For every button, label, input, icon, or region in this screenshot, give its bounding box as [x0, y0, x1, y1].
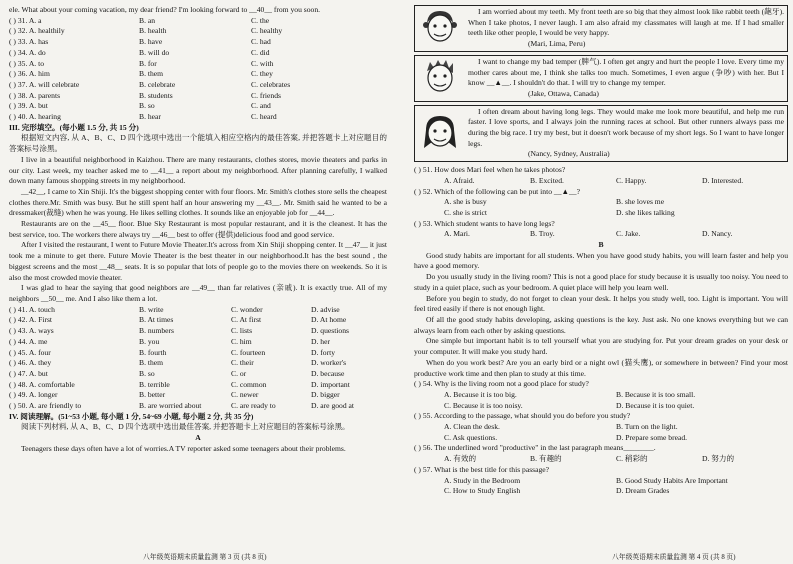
question-choice-a: ( ) 45. A. four [9, 347, 51, 357]
worry-box [414, 55, 788, 102]
choice: D. 努力的 [702, 454, 735, 464]
option-row [9, 48, 387, 59]
worry-paragraph: I want to change my bad temper (脾气). I often get angry and hurt the people I love. Every time my mother cares about me, I think she talks too much. Sometimes, I even argue (争吵) with her. But I know __▲__. I shouldn't do that. I will try to change my temper. [468, 56, 784, 88]
question-choice-a: ( ) 48. A. comfortable [9, 379, 75, 389]
question-choice-a: ( ) 50. A. are friendly to [9, 401, 82, 411]
option-row [9, 101, 387, 112]
choice-c: C. or [231, 368, 247, 378]
choice-b: B. fourth [139, 347, 167, 357]
option-row [9, 358, 387, 369]
choice-row [414, 229, 788, 240]
choice-d: D. worker's [311, 358, 347, 368]
choice-d: D. questions [311, 326, 349, 336]
choice-row [414, 422, 788, 433]
passage-a-intro: Teenagers these days often have a lot of worries.A TV reporter asked some teenagers about their problems. [21, 443, 346, 453]
question-choice-a: ( ) 37. A. will celebrate [9, 79, 80, 89]
cloze-paragraph-2: __42__, I came to Xin Shiji. It's the biggest shopping center with four floors. Mr. Smith's clothes store sells the cheapest clothes there.Mr. Smith was busy. But he still spent half an hour answering my __43__. Mr. Smith said he wanted to be a dressmaker(裁缝) when he was young. He likes selling clothes. It sounds like an enjoyable job for __44__. [9, 186, 387, 218]
long-hair-girl-face-icon [415, 106, 465, 162]
worry-signature: (Nancy, Sydney, Australia) [528, 149, 610, 159]
choice-c: C. friends [251, 90, 281, 100]
choice: C. Happy. [616, 175, 647, 185]
question-choice-a: ( ) 31. A. a [9, 15, 42, 25]
choice-row [414, 433, 788, 444]
question-stem: ( ) 57. What is the best title for this passage? [414, 464, 550, 474]
option-row [9, 326, 387, 337]
choice: B. 有趣的 [530, 454, 562, 464]
passage-b-paragraph: When do you work best? Are you an early bird or a night owl (猫头鹰), or somewhere in between? Find your most productive work time and then plan to study at this time. [414, 357, 788, 378]
choice-b: B. so [139, 368, 155, 378]
choice-d: D. advise [311, 304, 340, 314]
choice-b: B. an [139, 15, 156, 25]
question-stem: ( ) 53. Which student wants to have long legs? [414, 218, 555, 228]
choice: B. Turn on the light. [616, 422, 678, 432]
question-stem: ( ) 54. Why is the living room not a good place for study? [414, 379, 589, 389]
choice: A. Afraid. [444, 175, 475, 185]
choice-b: B. them [139, 69, 164, 79]
option-row [9, 69, 387, 80]
option-row [9, 390, 387, 401]
choice: A. Because it is too big. [444, 389, 517, 399]
worry-text [465, 106, 787, 162]
choice-row [414, 176, 788, 187]
section-3-heading: III. 完形填空。(每小题 1.5 分, 共 15 分) [9, 122, 139, 132]
choice-b: B. celebrate [139, 79, 176, 89]
choice-b: B. so [139, 101, 155, 111]
worry-text [465, 56, 787, 101]
cloze-paragraph-5: I was glad to hear the saying that good neighbors are __49__ than far relatives (亲戚). It is exactly true. All of my neighbors __50__ me. And I also like them a lot. [9, 283, 387, 303]
questions-51-53 [414, 165, 788, 240]
choice-c: C. fourteen [231, 347, 266, 357]
passage-b-label: B [598, 240, 604, 250]
choice-c: C. are ready to [231, 401, 276, 411]
choice-c: C. At first [231, 315, 262, 325]
choice-d: D. forty [311, 347, 336, 357]
option-row [9, 112, 387, 123]
cloze-options-31-40 [9, 16, 387, 123]
question-choice-a: ( ) 44. A. me [9, 336, 48, 346]
choice: D. Interested. [702, 175, 744, 185]
choice-c: C. healthy [251, 26, 283, 36]
choice: B. Good Study Habits Are Important [616, 475, 728, 485]
left-column [9, 5, 387, 455]
choice: D. Nancy. [702, 229, 733, 239]
choice: C. she is strict [444, 207, 488, 217]
passage-a-label: A [195, 433, 201, 443]
choice: B. she loves me [616, 197, 665, 207]
choice-d: D. her [311, 336, 330, 346]
worry-signature: (Mari, Lima, Peru) [528, 39, 586, 49]
passage-b-paragraph: Before you begin to study, do not forget to clean your desk. It helps you study well, too. Light is important. You will feel tired easily if there is not enough light. [414, 293, 788, 314]
choice: C. How to Study English [444, 486, 521, 496]
choice-row [414, 208, 788, 219]
passage-b-paragraph: Of all the good study habits developing, asking questions is the key. Just ask. No one knows everything but we can always learn from each other by asking questions. [414, 314, 788, 335]
choice: B. Excited. [530, 175, 564, 185]
choice-c: C. heard [251, 112, 277, 122]
question-stem: ( ) 51. How does Mari feel when he takes photos? [414, 165, 566, 175]
choice-c: C. celebrates [251, 79, 291, 89]
choice-b: B. numbers [139, 326, 175, 336]
question-choice-a: ( ) 47. A. but [9, 368, 48, 378]
passage-ending: ele. What about your coming vacation, my dear friend? I'm looking forward to __40__ from you soon. [9, 5, 321, 14]
choice-c: C. him [231, 336, 252, 346]
choice-d: D. are good at [311, 401, 355, 411]
choice: C. 稍彩的 [616, 454, 648, 464]
choice: B. Troy. [530, 229, 555, 239]
cloze-options-41-50 [9, 305, 387, 412]
girl-face-icon [415, 6, 465, 51]
boy-face-icon [415, 56, 465, 101]
choice-row [414, 197, 788, 208]
option-row [9, 348, 387, 359]
choice: B. Because it is too small. [616, 389, 696, 399]
choice-b: B. you [139, 336, 160, 346]
choice-c: C. and [251, 101, 271, 111]
worry-box [414, 5, 788, 52]
choice: C. Jake. [616, 229, 641, 239]
question-choice-a: ( ) 34. A. do [9, 47, 46, 57]
choice: C. Ask questions. [444, 432, 498, 442]
choice: A. Clean the desk. [444, 422, 500, 432]
choice-d: D. important [311, 379, 350, 389]
choice-row [414, 454, 788, 465]
question-choice-a: ( ) 42. A. First [9, 315, 53, 325]
worry-box [414, 105, 788, 163]
choice-d: D. bigger [311, 390, 340, 400]
choice-c: C. they [251, 69, 273, 79]
question-choice-a: ( ) 41. A. touch [9, 304, 55, 314]
cloze-paragraph-3: Restaurants are on the __45__ floor. Blue Sky Restaurant is most popular restaurant, and it is the cleanest. It has the best service, too. The workers there always try __46__ best to offer (提供)delicious food and good service. [9, 219, 387, 239]
question-choice-a: ( ) 33. A. has [9, 37, 49, 47]
choice-b: B. At times [139, 315, 174, 325]
choice-b: B. are worried about [139, 401, 202, 411]
choice: D. she likes talking [616, 207, 675, 217]
choice-c: C. with [251, 58, 274, 68]
option-row [9, 37, 387, 48]
choice-row [414, 486, 788, 497]
passage-b [414, 251, 788, 379]
question-stem: ( ) 56. The underlined word "productive" in the last paragraph means________. [414, 443, 656, 453]
choice-row [414, 390, 788, 401]
option-row [9, 401, 387, 412]
choice-c: C. newer [231, 390, 259, 400]
choice-b: B. terrible [139, 379, 170, 389]
option-row [9, 26, 387, 37]
question-choice-a: ( ) 49. A. longer [9, 390, 58, 400]
question-choice-a: ( ) 38. A. parents [9, 90, 61, 100]
question-choice-a: ( ) 46. A. they [9, 358, 52, 368]
page-footer-left: 八年级英语期末质量监测 第 3 页 (共 8 页) [143, 554, 267, 561]
choice: A. Study in the Bedroom [444, 475, 521, 485]
option-row [9, 337, 387, 348]
choice-b: B. health [139, 26, 167, 36]
passage-b-paragraph: Good study habits are important for all students. When you have good study habits, you will learn faster and help you have a good memory. [414, 250, 788, 271]
section-4-instruction: 阅读下列材料, 从 A、B、C、D 四个选项中选出最佳答案, 并把答题卡上对应题目的答案标号涂黑。 [21, 422, 350, 432]
question-choice-a: ( ) 39. A. but [9, 101, 48, 111]
choice: D. Prepare some bread. [616, 432, 688, 442]
page-footer-right: 八年级英语期末质量监测 第 4 页 (共 8 页) [612, 554, 736, 561]
choice: A. Mari. [444, 229, 470, 239]
question-choice-a: ( ) 40. A. hearing [9, 112, 61, 122]
option-row [9, 80, 387, 91]
choice-b: B. them [139, 358, 164, 368]
choice-b: B. hear [139, 112, 161, 122]
right-column [414, 5, 788, 497]
passage-b-paragraph: One simple but important habit is to tell yourself what you are studying for. Put your dream grades on your desk or your computer. It will make you study hard. [414, 336, 788, 357]
cloze-paragraph-4: After I visited the restaurant, I went to Future Movie Theater.It's across from Xin Shiji shopping center. It __47__ it just took me a minute to get there. Future Movie Theater is the best theater in our neighborhood.It has the best sound , the biggest screens and the most __48__ seats. It is so popular that lots of people go to the movies there on weekends. So it is also the most crowded movie theater. [9, 240, 387, 282]
choice-c: C. had [251, 37, 271, 47]
choice-d: D. because [311, 368, 345, 378]
choice: D. Because it is too quiet. [616, 400, 695, 410]
questions-54-57 [414, 379, 788, 497]
choice: C. Because it is too noisy. [444, 400, 523, 410]
choice-c: C. the [251, 15, 270, 25]
question-choice-a: ( ) 36. A. him [9, 69, 50, 79]
choice-row [414, 476, 788, 487]
option-row [9, 369, 387, 380]
choice-c: C. wonder [231, 304, 263, 314]
choice-c: C. their [231, 358, 254, 368]
question-stem: ( ) 55. According to the passage, what should you do before you study? [414, 411, 631, 421]
option-row [9, 305, 387, 316]
question-choice-a: ( ) 32. A. healthily [9, 26, 65, 36]
choice-b: B. for [139, 58, 157, 68]
choice-c: C. common [231, 379, 267, 389]
worry-paragraph: I am worried about my teeth. My front teeth are so big that they almost look like rabbit teeth (龅牙). When I take photos, I never laugh. I am also afraid my classmates will laugh at me. If I had smaller teeth like other people, I would be very happy. [468, 7, 784, 38]
choice: D. Dream Grades [616, 486, 670, 496]
option-row [9, 91, 387, 102]
choice-b: B. have [139, 37, 163, 47]
question-stem: ( ) 52. Which of the following can be put into __▲__? [414, 186, 580, 196]
option-row [9, 380, 387, 391]
passage-b-paragraph: Do you usually study in the living room? This is not a good place for study because it is usually too noisy. You need to study in a quiet place, such as your bedroom. A quiet place will help you learn well. [414, 272, 788, 292]
question-choice-a: ( ) 35. A. to [9, 58, 45, 68]
worry-signature: (Jake, Ottawa, Canada) [528, 88, 599, 98]
option-row [9, 16, 387, 27]
worry-paragraph: I often dream about having long legs. They would make me look more beautiful, and help me run faster. I love sports, and I always join the running races at school. But other runners always pass me during the big race. I try my best, but it doesn't work because of my short legs. So I want to have longer legs. [468, 106, 784, 148]
choice-b: B. write [139, 304, 164, 314]
choice-b: B. better [139, 390, 166, 400]
choice: A. 有效的 [444, 454, 477, 464]
choice: A. she is busy [444, 197, 487, 207]
choice-c: C. did [251, 47, 270, 57]
choice-b: B. will do [139, 47, 170, 57]
cloze-paragraph-1: I live in a beautiful neighborhood in Kaizhou. There are many restaurants, clothes stores, movie theaters and parks in our city. Last week, my teacher asked me to __41__ a report about my neighborhood. After planning carefully, I walked down many famous shopping streets in my neighborhood. [9, 154, 387, 186]
choice-b: B. students [139, 90, 173, 100]
teen-worries-boxes [414, 5, 788, 162]
option-row [9, 59, 387, 70]
section-3-instruction: 根据短文内容, 从 A、B、C、D 四个选项中选出一个能填入相应空格内的最佳答案, 并把答题卡上对应题目的答案标号涂黑。 [9, 133, 387, 154]
choice-row [414, 401, 788, 412]
question-choice-a: ( ) 43. A. ways [9, 326, 54, 336]
option-row [9, 315, 387, 326]
section-4-heading: IV. 阅读理解。(51~53 小题, 每小题 1 分, 54~69 小题, 每小题 2 分, 共 35 分) [9, 411, 254, 421]
choice-d: D. At home [311, 315, 347, 325]
choice-c: C. lists [231, 326, 253, 336]
worry-text [465, 6, 787, 51]
